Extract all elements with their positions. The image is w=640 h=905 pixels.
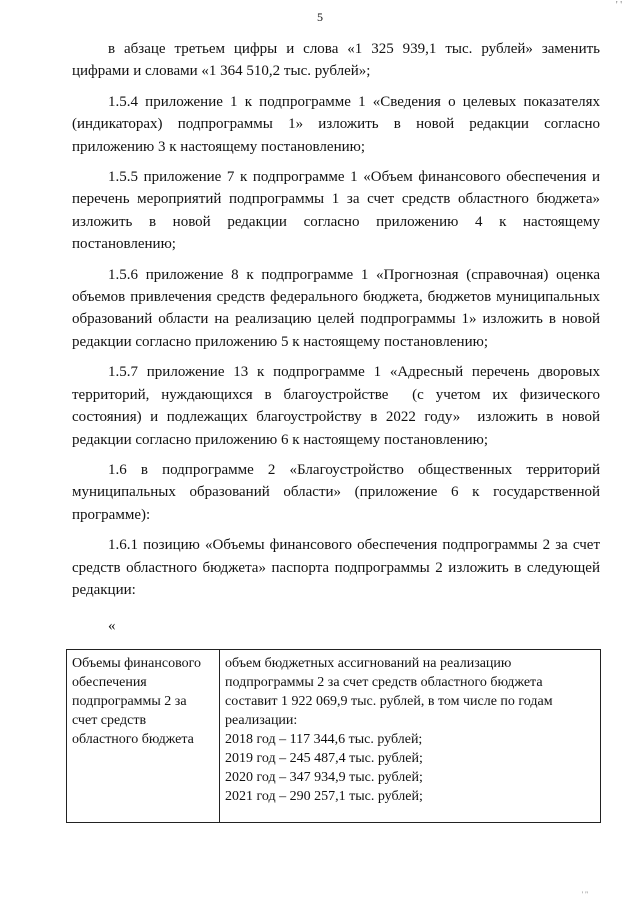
paragraph: 1.6 в подпрограмме 2 «Благоустройство общественных территорий муниципальных образований области» (приложение 6 к государственной программе): bbox=[72, 461, 604, 523]
funding-year-line: 2018 год – 117 344,6 тыс. рублей; bbox=[225, 732, 423, 747]
table-cell-value bbox=[220, 650, 601, 823]
bottom-mark: ' '' bbox=[581, 890, 588, 899]
funding-intro: объем бюджетных ассигнований на реализацию подпрограммы 2 за счет средств областного бюджета составит 1 922 069,9 тыс. рублей, в том числе по годам реализации: bbox=[225, 656, 553, 728]
paragraph: 1.5.5 приложение 7 к подпрограмме 1 «Объем финансового обеспечения и перечень мероприятий подпрограммы 1 за счет средств областного бюджета» изложить в новой редакции согласно приложению 4 к настоящему постановлению; bbox=[72, 169, 604, 253]
funding-year-line: 2021 год – 290 257,1 тыс. рублей; bbox=[225, 789, 423, 804]
corner-mark: ' ' bbox=[615, 0, 622, 11]
paragraph: в абзаце третьем цифры и слова «1 325 939,1 тыс. рублей» заменить цифрами и словами «1 364 510,2 тыс. рублей»; bbox=[72, 41, 604, 80]
paragraph: 1.6.1 позицию «Объемы финансового обеспечения подпрограммы 2 за счет средств областного бюджета» паспорта подпрограммы 2 изложить в следующей редакции: bbox=[72, 537, 604, 598]
opening-quote: « bbox=[108, 618, 116, 634]
page-number: 5 bbox=[317, 10, 323, 24]
paragraph: 1.5.4 приложение 1 к подпрограмме 1 «Сведения о целевых показателях (индикаторах) подпрограммы 1» изложить в новой редакции согласно приложению 3 к настоящему постановлению; bbox=[72, 93, 604, 155]
paragraph: 1.5.7 приложение 13 к подпрограмме 1 «Адресный перечень дворовых территорий, нуждающихся в благоустройстве (с учетом их физического состояния) и подлежащих благоустройству в 2022 году» изложить в новой редакции согласно приложению 6 к настоящему постановлению; bbox=[72, 364, 604, 448]
table-row bbox=[67, 650, 601, 823]
table-cell-label: Объемы финансового обеспечения подпрограммы 2 за счет средств областного бюджета bbox=[67, 650, 220, 823]
body-text bbox=[72, 38, 604, 609]
passport-table bbox=[66, 649, 601, 823]
funding-year-line: 2019 год – 245 487,4 тыс. рублей; bbox=[225, 751, 423, 766]
funding-year-line: 2020 год – 347 934,9 тыс. рублей; bbox=[225, 770, 423, 785]
paragraph: 1.5.6 приложение 8 к подпрограмме 1 «Прогнозная (справочная) оценка объемов привлечения средств федерального бюджета, бюджетов муниципальных образований области на реализацию целей подпрограммы 1» изложить в новой редакции согласно приложению 5 к настоящему постановлению; bbox=[72, 266, 604, 350]
